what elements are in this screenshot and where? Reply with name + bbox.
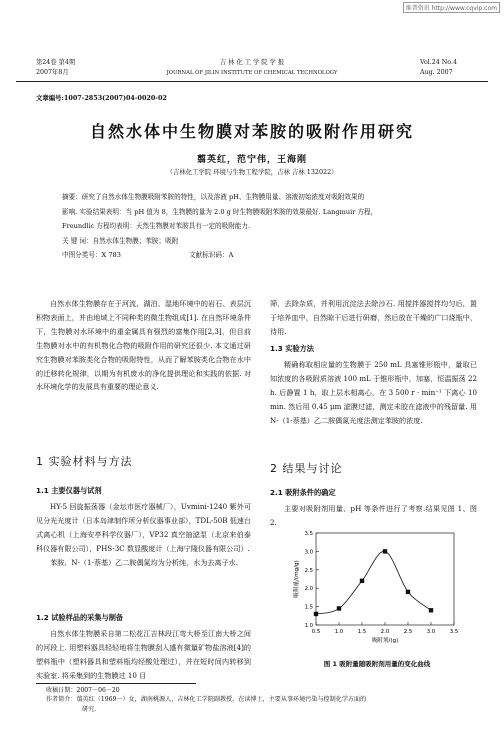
right-column-top — [270, 297, 477, 339]
y-tick-label: 3.0 — [304, 549, 313, 556]
reagent-paragraph — [36, 556, 251, 570]
text-line: 搅拌均匀后，置于培养皿中，自然晾干后进行研 — [270, 299, 477, 322]
header-left — [36, 58, 75, 78]
text-line: （上海宁隆仪器有限公司）. — [162, 543, 250, 553]
section-1-2-heading: 1.2 试验样品的采集与制备 — [36, 613, 124, 622]
section-2-1-heading: 2.1 吸附条件的确定 — [270, 488, 336, 497]
text-line: 对水环境中的重金属具有强烈的富集作用[2,3]， — [72, 326, 230, 336]
text-line: 但目前生物膜对水中的有机物化合物的吸附作 — [36, 326, 251, 350]
text-line: 锥形瓶中，加塞，恒温振荡 22 h. 后静置 1 h，取上 — [270, 373, 477, 397]
header-center — [130, 58, 374, 78]
data-point — [383, 549, 387, 553]
section-1-1-heading: 1.1 主要仪器与试剂 — [36, 486, 102, 495]
x-tick-label: 1.0 — [334, 629, 344, 635]
y-tick-label: 2.5 — [304, 567, 313, 574]
text-line: 为去离子水. — [200, 557, 239, 567]
abstract-line: 影响. 实验结果表明：当 pH 值为 8，生物膜的量为 2.0 g 时生物膜吸附苯胺的效果最好. Langmuir 方程， — [62, 207, 378, 216]
footnote-rule — [36, 683, 196, 684]
method-paragraph — [270, 358, 477, 428]
text-line: 精确称取相应量的生物膜于 250 mL 具塞锥 — [284, 360, 427, 369]
instrument-paragraph — [36, 500, 251, 556]
x-tick-label: 3.0 — [426, 629, 436, 635]
y-axis-label: 吸附量/(mg/g) — [294, 560, 300, 598]
text-line: 后用 0.45 μm 滤膜过滤，测定未胶在滤液中的残 — [295, 401, 452, 411]
text-line: 来伯泰科仪器有限公司），PHS-3C 数显酸度计 — [36, 529, 252, 553]
sampling-paragraph-cont — [270, 297, 477, 339]
x-tick-label: 2.5 — [403, 629, 413, 635]
section-1-1-body — [36, 500, 251, 570]
article-id: 文章编号:1007-2853(2007)04-0020-02 — [36, 94, 167, 102]
text-line: HY-5 回旋振荡器（金坛市医疗器械厂）， — [50, 502, 181, 511]
x-tick-label: 2.0 — [380, 629, 390, 635]
data-point — [406, 590, 410, 594]
x-tick-label: 1.5 — [357, 629, 367, 635]
abstract — [62, 190, 452, 263]
keywords: 关 键 词：自然水体生物膜；苯胺；吸附 — [62, 236, 179, 245]
text-line: 磨，然后放在干燥的广口烧瓶中，待用. — [270, 312, 477, 336]
text-line: 形瓶中，量取已知浓度的各吸附质溶液 100 mL 于 — [270, 360, 477, 383]
y-tick-label: 1.0 — [304, 623, 313, 629]
intro-paragraph — [36, 297, 251, 394]
x-tick-label: 3.5 — [449, 629, 459, 635]
text-line: 留量. 用 N-（1-萘基）乙二胺偶氮光度法测定苯胺 — [270, 401, 477, 425]
header-right — [420, 58, 457, 78]
section-1-heading: 1 实验材料与方法 — [36, 455, 133, 468]
data-point — [314, 612, 318, 616]
text-line: 时间内转移到实验室. 将采集到的生物膜过 10 目 — [36, 656, 252, 680]
plot-layer — [292, 531, 458, 644]
text-line: 苯胺、N-（1-萘基）乙二胺偶氮均为分析纯，水 — [50, 557, 201, 567]
footnote — [46, 686, 486, 714]
header-rule — [16, 81, 488, 82]
affiliation: （吉林化工学院 环境与生物工程学院，吉林 吉林 132022） — [166, 168, 338, 176]
text-line: 类的微生物组成[1]. 在自然环境条件下，生物膜 — [36, 312, 251, 336]
data-point — [429, 608, 433, 612]
data-point — [337, 606, 341, 610]
header-volume-en: Vol.24 No.4 — [420, 59, 457, 66]
classification-row — [62, 248, 452, 263]
section-1-3-body — [270, 358, 477, 428]
left-column — [36, 297, 251, 394]
text-line: 化合物的吸附特性，从而了解苯胺类化合物在水 — [93, 354, 244, 364]
section-1-2-body — [36, 627, 251, 683]
y-tick-label: 1.5 — [304, 604, 313, 611]
text-line: 理论和实践的依据. 对水环境化学的发展具有重 — [36, 368, 252, 392]
section-2-heading: 2 结果与讨论 — [270, 462, 343, 475]
text-line: 瓶中（塑料器具和塑料瓶均经酸处理过），并在短 — [50, 656, 208, 666]
text-line: 大桥至江南大桥之间的河段上. 用塑料器具轻轻 — [36, 629, 252, 652]
sampling-paragraph — [36, 627, 251, 683]
x-tick-label: 0.5 — [311, 629, 321, 635]
text-line: （上海安亭科学仪器厂），VP32 真空抽滤泵（北京 — [65, 529, 230, 539]
authors: 翦英红，范宁伟，王海刚 — [196, 155, 307, 165]
text-line: 地将生物膜刮入盛有微量矿物盐溶液[4]的塑料 — [36, 642, 251, 666]
author-info: 作者简介：翦英红（1969－）女，湖南桃源人，吉林化工学院副教授，在读博士，主要从事环境污染与控制化学方面的 — [46, 696, 367, 704]
y-tick-label: 3.5 — [304, 531, 313, 537]
text-line: 层水相离心，在 3 500 r · min⁻¹ 下离心 10 min. 然 — [270, 387, 477, 411]
document-code: 文献标识码：A — [189, 251, 234, 260]
text-line: 自然水体生物膜采自第二松花江吉林段江弯 — [50, 629, 187, 638]
series-line — [316, 551, 431, 614]
plot-frame — [316, 533, 454, 625]
text-line: Uvmini-1240 紫外可见分光光度计（日本岛津制作 — [36, 502, 251, 525]
abstract-line: Freundlic 方程均表明：天然生物膜对苯胺具有一定的吸附能力. — [62, 222, 251, 231]
text-line: 的浓度. — [399, 415, 423, 425]
figure-1-chart — [276, 525, 466, 650]
x-axis-label: 吸附剂/(g) — [371, 638, 399, 644]
data-point — [360, 579, 364, 583]
page-title: 自然水体中生物膜对苯胺的吸附作用研究 — [89, 122, 414, 141]
header-volume: 第24卷 第4期 — [36, 59, 76, 66]
watermark: 维普资讯 http://www.cqvip.com — [403, 2, 500, 13]
text-line: 主要对吸附剂用量、pH 等条件进行了考察. — [284, 504, 426, 513]
header-date-en: Aug. 2007 — [420, 69, 453, 76]
section-1-3-heading: 1.3 实验方法 — [270, 344, 314, 353]
text-line: 用的研究还很少. 本文通过研究生物膜对苯胺类 — [36, 340, 251, 364]
text-line: 中的岩石、表层沉积物表面上，并由地域上不同种 — [36, 299, 252, 322]
text-line: 要的理论意义. — [114, 382, 159, 392]
y-tick-label: 2.0 — [304, 586, 313, 593]
header-date: 2007年8月 — [36, 69, 69, 76]
author-info-cont: 研究. — [82, 705, 97, 713]
journal-name-en: JOURNAL OF JILIN INSTITUTE OF CHEMICAL TECHNOLOGY — [166, 70, 338, 76]
abstract-line: 摘要：研究了自然水体生物膜吸附苯胺的特性，以及溶液 pH、生物膜用量、溶液初始浓度对吸附效果的 — [62, 193, 365, 201]
text-line: 所分析仪器事业部），TDL-50B 低速台式离心机 — [36, 515, 251, 539]
text-line: 中的迁移转化规律，以期为有机废水的净化提供 — [36, 354, 252, 378]
text-line: 结果见图 1、图 2. — [270, 504, 477, 527]
received-date: 收稿日期：2007－06－20 — [46, 687, 120, 694]
figure-1-caption: 图 1 吸附量随吸附剂用量的变化曲线 — [323, 660, 431, 668]
clc-number: 中图分类号：X 783 — [62, 251, 121, 260]
text-line: 筛，去除杂质，并利用沉淀法去除沙石. 用搅拌器 — [270, 299, 427, 308]
journal-name-cn: 吉 林 化 工 学 院 学 报 — [219, 59, 285, 66]
text-line: 自然水体生物膜存在于河流、湖泊、湿地环境 — [50, 299, 194, 308]
